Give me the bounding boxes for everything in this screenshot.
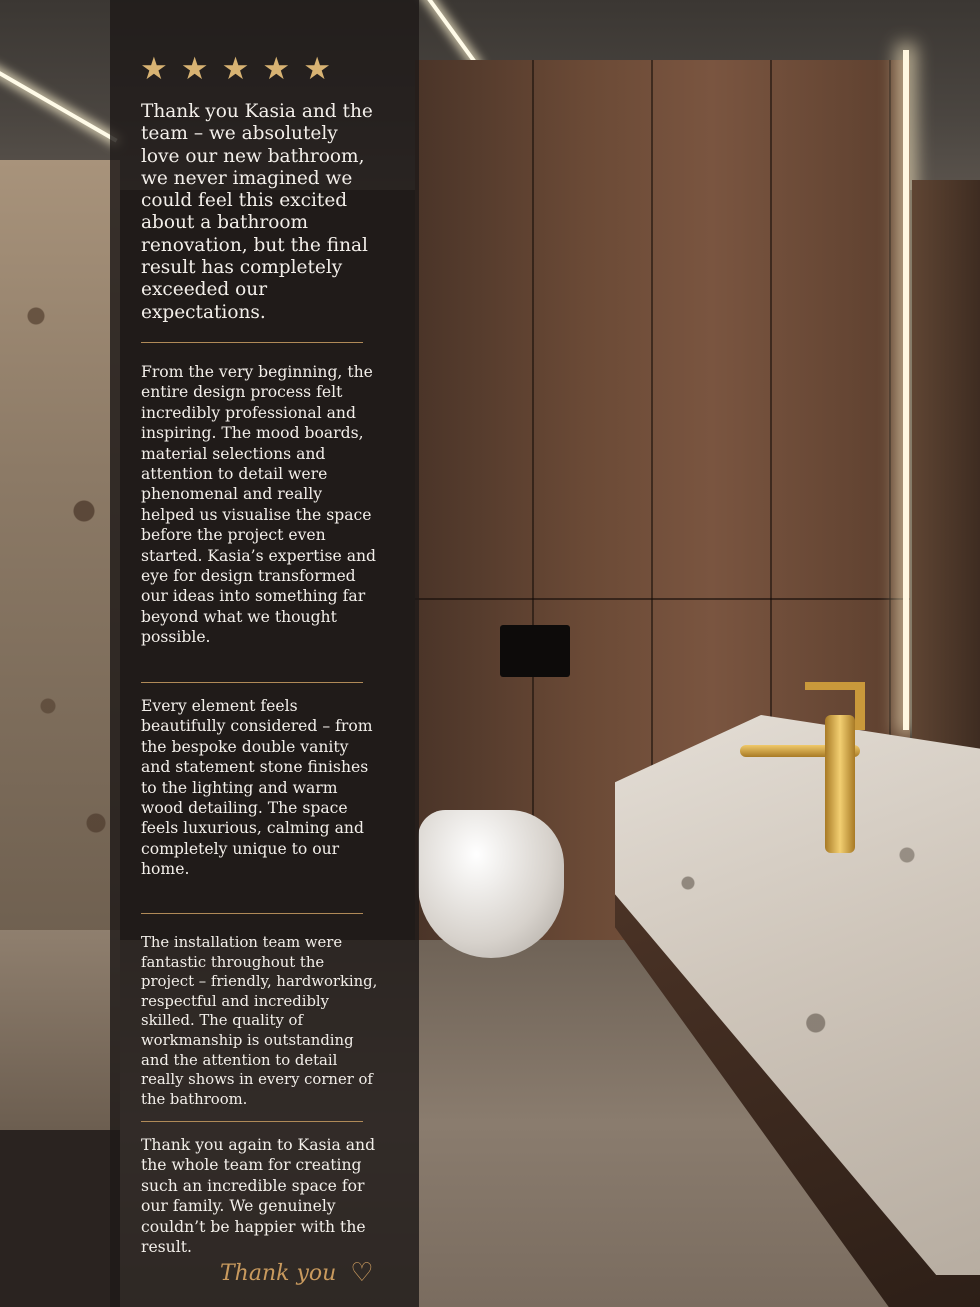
divider <box>141 342 363 343</box>
testimonial-headline: Thank you Kasia and the team – we absolutely love our new bathroom, we never imagined we could feel this excited about a bathroom renovation, but the final result has completely exceeded our expectations. <box>141 101 373 323</box>
star-icon: ★ <box>140 51 168 87</box>
testimonial-paragraph: Thank you again to Kasia and the whole team for creating such an incredible space for our family. We genuinely couldn’t be happier with the result. <box>141 1136 376 1257</box>
shower-floor <box>0 930 120 1130</box>
testimonial-paragraph: The installation team were fantastic throughout the project – friendly, hardworking, respectful and incredibly skilled. The quality of workmanship is outstanding and the attention to detail really shows in every corner of the bathroom. <box>141 934 378 1108</box>
flush-plate <box>500 625 570 677</box>
star-icon: ★ <box>303 51 331 87</box>
star-icon: ★ <box>180 51 209 87</box>
star-icon: ★ <box>221 51 250 87</box>
gold-tap <box>740 715 865 855</box>
wood-panel-seam <box>415 598 910 600</box>
star-icon: ★ <box>262 51 291 87</box>
star-rating <box>140 52 331 86</box>
divider <box>141 1121 363 1122</box>
signoff <box>220 1258 374 1288</box>
vertical-light-strip <box>903 50 909 730</box>
wall-hung-toilet <box>418 810 564 958</box>
marble-shower-wall <box>0 160 120 940</box>
divider <box>141 682 363 683</box>
testimonial-paragraph: Every element feels beautifully considered – from the bespoke double vanity and statement stone finishes to the lighting and warm wood detailing. The space feels luxurious, calming and completely unique to our home. <box>141 697 373 879</box>
mirror <box>912 180 980 820</box>
heart-outline-icon: ♡ <box>350 1258 374 1288</box>
divider <box>141 913 363 914</box>
signoff-text: Thank you <box>220 1260 337 1286</box>
testimonial-paragraph: From the very beginning, the entire design process felt incredibly professional and inspiring. The mood boards, material selections and attention to detail were phenomenal and really helped us visualise the space before the project even started. Kasia’s expertise and eye for design transformed our ideas into something far beyond what we thought possible. <box>141 363 377 647</box>
